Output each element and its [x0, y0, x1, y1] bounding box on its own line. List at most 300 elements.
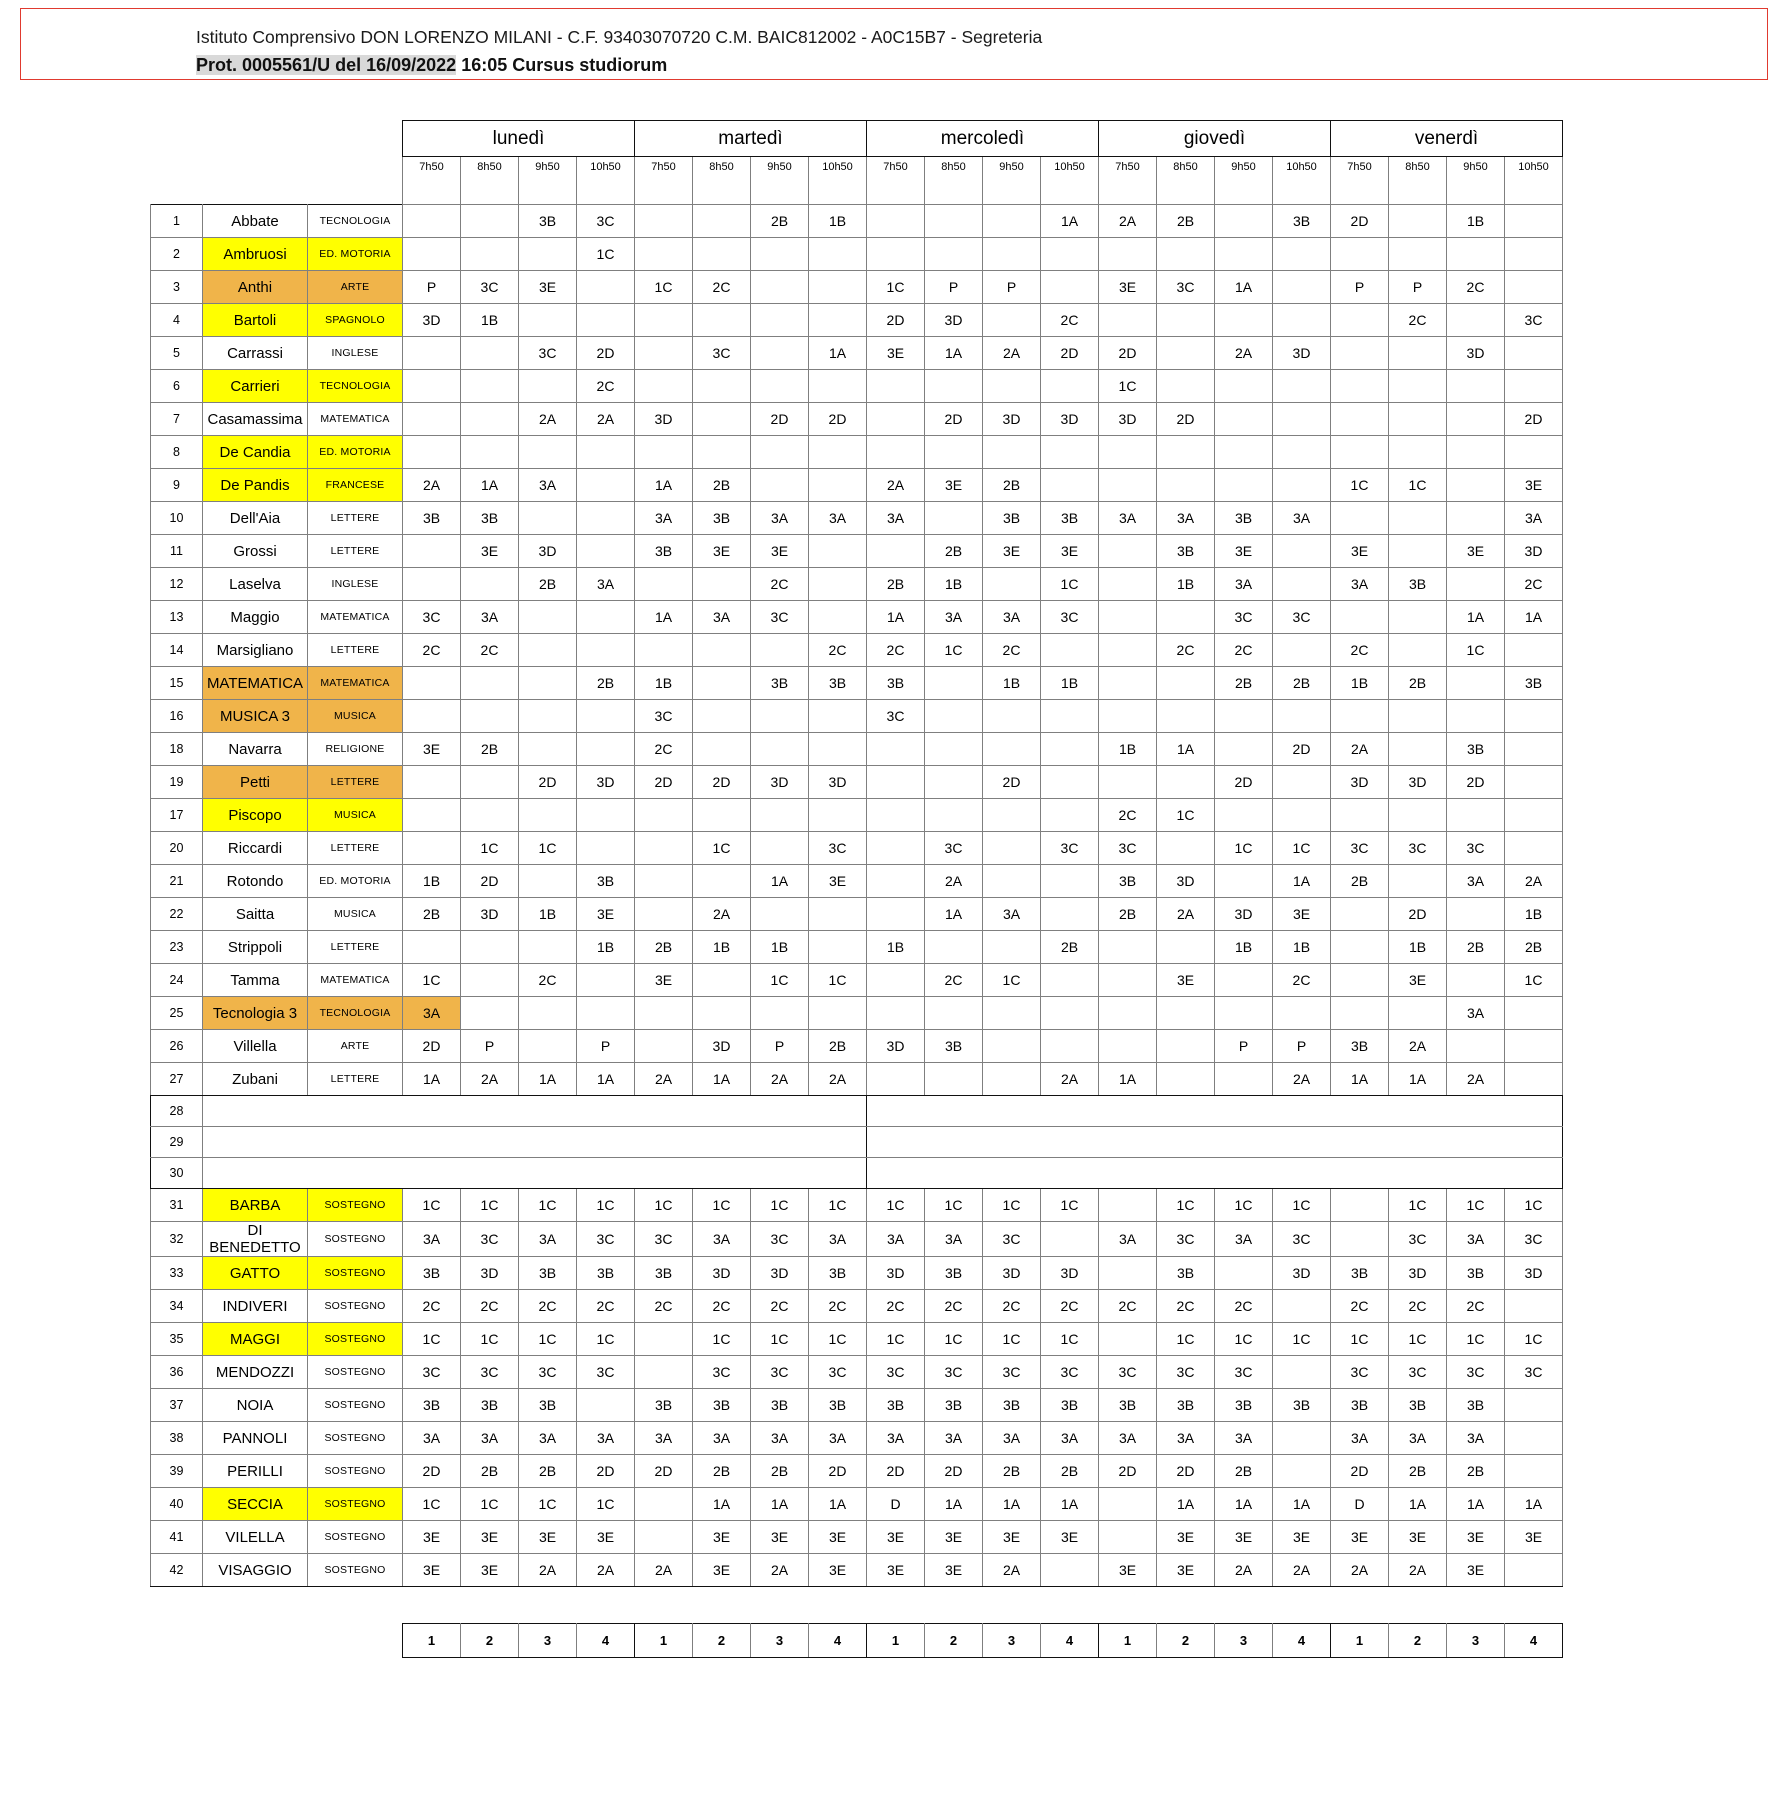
unavailable-cell [867, 799, 925, 832]
table-row [151, 997, 1563, 1030]
unavailable-cell [1273, 799, 1331, 832]
class-assignment-cell [809, 535, 867, 568]
class-assignment-cell [809, 700, 867, 733]
class-assignment-cell: 1C [693, 832, 751, 865]
footer-slot-index: 1 [403, 1624, 461, 1658]
class-assignment-cell: 1C [809, 1323, 867, 1356]
class-assignment-cell: 1A [1273, 1488, 1331, 1521]
class-assignment-cell: 3B [693, 502, 751, 535]
class-assignment-cell: 2D [577, 337, 635, 370]
unavailable-cell [1041, 436, 1099, 469]
class-assignment-cell: 2C [925, 1290, 983, 1323]
class-assignment-cell [1041, 469, 1099, 502]
class-assignment-cell [1099, 1521, 1157, 1554]
teacher-subject: SOSTEGNO [308, 1455, 403, 1488]
unavailable-cell [1505, 370, 1563, 403]
table-row [151, 436, 1563, 469]
class-assignment-cell [1273, 1356, 1331, 1389]
unavailable-cell [1215, 436, 1273, 469]
class-assignment-cell: 3E [461, 1521, 519, 1554]
day-header-venerdi: venerdì [1331, 121, 1563, 157]
teacher-subject: SOSTEGNO [308, 1389, 403, 1422]
teacher-subject: ED. MOTORIA [308, 238, 403, 271]
class-assignment-cell: 3C [519, 337, 577, 370]
teacher-subject: MUSICA [308, 700, 403, 733]
class-assignment-cell: 1A [693, 1063, 751, 1096]
row-number: 32 [151, 1222, 203, 1257]
class-assignment-cell: 3E [1389, 1521, 1447, 1554]
class-assignment-cell: 2A [983, 1554, 1041, 1587]
class-assignment-cell [635, 832, 693, 865]
class-assignment-cell: 2C [983, 1290, 1041, 1323]
class-assignment-cell: 3C [1505, 1356, 1563, 1389]
class-assignment-cell: 3A [635, 1422, 693, 1455]
class-assignment-cell: 3B [1041, 1389, 1099, 1422]
teacher-subject: SPAGNOLO [308, 304, 403, 337]
row-number: 12 [151, 568, 203, 601]
class-assignment-cell [577, 634, 635, 667]
class-assignment-cell: 3E [809, 1521, 867, 1554]
class-assignment-cell: 3E [925, 469, 983, 502]
unavailable-cell [1099, 469, 1157, 502]
class-assignment-cell [809, 271, 867, 304]
class-assignment-cell: 1B [403, 865, 461, 898]
class-assignment-cell: 3E [1215, 1521, 1273, 1554]
class-assignment-cell [1215, 700, 1273, 733]
class-assignment-cell [693, 964, 751, 997]
class-assignment-cell: 1A [519, 1063, 577, 1096]
class-assignment-cell [1041, 1222, 1099, 1257]
class-assignment-cell: 2A [751, 1063, 809, 1096]
class-assignment-cell: 3B [867, 667, 925, 700]
unavailable-cell [925, 799, 983, 832]
class-assignment-cell [1099, 601, 1157, 634]
class-assignment-cell: 2C [1505, 568, 1563, 601]
class-assignment-cell: 2C [1157, 1290, 1215, 1323]
teacher-name: Carrassi [203, 337, 308, 370]
row-number: 2 [151, 238, 203, 271]
class-assignment-cell: 1A [693, 1488, 751, 1521]
class-assignment-cell: P [925, 271, 983, 304]
class-assignment-cell: 3E [809, 1554, 867, 1587]
class-assignment-cell: 1C [1389, 1323, 1447, 1356]
unavailable-cell [1041, 799, 1099, 832]
class-assignment-cell: 3A [577, 1422, 635, 1455]
footer-slot-index: 4 [1041, 1624, 1099, 1658]
class-assignment-cell: 1C [1505, 1189, 1563, 1222]
class-assignment-cell: 3B [1331, 1389, 1389, 1422]
table-row [151, 1488, 1563, 1521]
class-assignment-cell [1389, 865, 1447, 898]
teacher-name: Anthi [203, 271, 308, 304]
row-number: 8 [151, 436, 203, 469]
class-assignment-cell: 3C [809, 832, 867, 865]
class-assignment-cell [1157, 931, 1215, 964]
class-assignment-cell [1041, 766, 1099, 799]
class-assignment-cell [1215, 865, 1273, 898]
class-assignment-cell: 1C [1447, 1323, 1505, 1356]
class-assignment-cell [1099, 700, 1157, 733]
teacher-subject: ARTE [308, 271, 403, 304]
class-assignment-cell [403, 832, 461, 865]
class-assignment-cell: 1C [519, 1189, 577, 1222]
class-assignment-cell: 3C [635, 1222, 693, 1257]
class-assignment-cell: 2B [461, 1455, 519, 1488]
slot-header: 8h50 [461, 157, 519, 205]
class-assignment-cell: 3E [925, 1521, 983, 1554]
row-number: 14 [151, 634, 203, 667]
class-assignment-cell [1157, 766, 1215, 799]
class-assignment-cell: 3A [519, 469, 577, 502]
class-assignment-cell: 3A [403, 1422, 461, 1455]
class-assignment-cell: 3D [1157, 865, 1215, 898]
class-assignment-cell: 2C [1215, 1290, 1273, 1323]
class-assignment-cell: 1C [1505, 1323, 1563, 1356]
class-assignment-cell: 2C [1389, 1290, 1447, 1323]
slot-header: 10h50 [1505, 157, 1563, 205]
class-assignment-cell [461, 238, 519, 271]
class-assignment-cell: 2D [635, 766, 693, 799]
class-assignment-cell: 3E [403, 733, 461, 766]
teacher-subject: MATEMATICA [308, 403, 403, 436]
corner-blank [308, 157, 403, 205]
class-assignment-cell: 3B [1331, 1257, 1389, 1290]
class-assignment-cell: 3A [867, 1422, 925, 1455]
class-assignment-cell: 2C [1273, 964, 1331, 997]
class-assignment-cell [519, 238, 577, 271]
class-assignment-cell [693, 205, 751, 238]
class-assignment-cell: 3B [1389, 1389, 1447, 1422]
class-assignment-cell: 3B [635, 1257, 693, 1290]
row-number: 19 [151, 766, 203, 799]
class-assignment-cell: 2D [1215, 766, 1273, 799]
class-assignment-cell: 1C [1041, 1323, 1099, 1356]
class-assignment-cell: 2C [403, 1290, 461, 1323]
slot-header: 8h50 [1389, 157, 1447, 205]
class-assignment-cell [751, 832, 809, 865]
class-assignment-cell: 3A [983, 1422, 1041, 1455]
teacher-name: GATTO [203, 1257, 308, 1290]
teacher-name: Bartoli [203, 304, 308, 337]
unavailable-cell [1099, 304, 1157, 337]
table-row [151, 469, 1563, 502]
unavailable-cell [1505, 436, 1563, 469]
class-assignment-cell: 3D [461, 1257, 519, 1290]
class-assignment-cell: 3B [1505, 667, 1563, 700]
class-assignment-cell: 2C [519, 964, 577, 997]
class-assignment-cell [1273, 1422, 1331, 1455]
row-number: 18 [151, 733, 203, 766]
class-assignment-cell: 1B [1215, 931, 1273, 964]
teacher-name: MENDOZZI [203, 1356, 308, 1389]
class-assignment-cell: 2C [1331, 1290, 1389, 1323]
class-assignment-cell: 3E [809, 865, 867, 898]
class-assignment-cell: 2C [1331, 634, 1389, 667]
class-assignment-cell: 1A [809, 1488, 867, 1521]
teacher-subject: SOSTEGNO [308, 1488, 403, 1521]
class-assignment-cell [519, 370, 577, 403]
class-assignment-cell [925, 997, 983, 1030]
unavailable-cell [925, 238, 983, 271]
class-assignment-cell: 2D [1331, 205, 1389, 238]
class-assignment-cell: 3B [1447, 733, 1505, 766]
class-assignment-cell [693, 700, 751, 733]
class-assignment-cell: 1B [1273, 931, 1331, 964]
class-assignment-cell: 3C [1215, 601, 1273, 634]
class-assignment-cell: 1A [1447, 601, 1505, 634]
class-assignment-cell [1331, 304, 1389, 337]
unavailable-cell [1447, 370, 1505, 403]
class-assignment-cell: 1C [1215, 832, 1273, 865]
class-assignment-cell [577, 535, 635, 568]
class-assignment-cell: 3C [461, 271, 519, 304]
class-assignment-cell: 3C [925, 1356, 983, 1389]
class-assignment-cell: 3B [1099, 1389, 1157, 1422]
class-assignment-cell: 3C [809, 1356, 867, 1389]
footer-slot-index: 1 [1099, 1624, 1157, 1658]
class-assignment-cell: 3D [1099, 403, 1157, 436]
class-assignment-cell: 2C [1157, 634, 1215, 667]
empty-span [203, 1127, 867, 1158]
teacher-name: SECCIA [203, 1488, 308, 1521]
class-assignment-cell: 3D [519, 535, 577, 568]
class-assignment-cell: 3A [461, 1422, 519, 1455]
unavailable-cell [1389, 436, 1447, 469]
row-number: 26 [151, 1030, 203, 1063]
class-assignment-cell [1505, 832, 1563, 865]
table-row [151, 1554, 1563, 1587]
class-assignment-cell: 2B [1389, 667, 1447, 700]
class-assignment-cell [577, 700, 635, 733]
unavailable-cell [403, 370, 461, 403]
class-assignment-cell: 1C [1389, 469, 1447, 502]
unavailable-cell [809, 304, 867, 337]
teacher-subject: SOSTEGNO [308, 1323, 403, 1356]
class-assignment-cell [403, 700, 461, 733]
class-assignment-cell [519, 601, 577, 634]
class-assignment-cell: 1C [1273, 1189, 1331, 1222]
slot-header: 7h50 [867, 157, 925, 205]
class-assignment-cell [577, 469, 635, 502]
row-number: 5 [151, 337, 203, 370]
unavailable-cell [1157, 436, 1215, 469]
class-assignment-cell: 3E [635, 964, 693, 997]
class-assignment-cell [403, 205, 461, 238]
teacher-subject: LETTERE [308, 502, 403, 535]
class-assignment-cell: 2D [693, 766, 751, 799]
class-assignment-cell: 1B [1447, 205, 1505, 238]
class-assignment-cell: 2D [1041, 337, 1099, 370]
empty-span [867, 1158, 1563, 1189]
unavailable-cell [1041, 238, 1099, 271]
class-assignment-cell: 1C [867, 1189, 925, 1222]
footer-slot-index: 1 [635, 1624, 693, 1658]
class-assignment-cell [1447, 964, 1505, 997]
protocol-number: Prot. 0005561/U del 16/09/2022 [196, 55, 457, 75]
class-assignment-cell [577, 271, 635, 304]
class-assignment-cell [1041, 271, 1099, 304]
class-assignment-cell: 2B [519, 568, 577, 601]
class-assignment-cell [1273, 766, 1331, 799]
teacher-name: INDIVERI [203, 1290, 308, 1323]
class-assignment-cell: 2D [1331, 1455, 1389, 1488]
teacher-name: Casamassima [203, 403, 308, 436]
class-assignment-cell [983, 865, 1041, 898]
class-assignment-cell [403, 238, 461, 271]
class-assignment-cell: 2C [635, 1290, 693, 1323]
class-assignment-cell [751, 733, 809, 766]
class-assignment-cell [1331, 337, 1389, 370]
class-assignment-cell: 1C [1505, 964, 1563, 997]
row-number: 23 [151, 931, 203, 964]
row-number: 20 [151, 832, 203, 865]
class-assignment-cell: 1C [519, 1323, 577, 1356]
class-assignment-cell: 1C [751, 1323, 809, 1356]
class-assignment-cell: 2B [925, 535, 983, 568]
class-assignment-cell: 3C [403, 1356, 461, 1389]
class-assignment-cell [983, 832, 1041, 865]
class-assignment-cell: 3B [403, 1389, 461, 1422]
slot-header: 10h50 [809, 157, 867, 205]
class-assignment-cell: 2D [1099, 337, 1157, 370]
row-number: 21 [151, 865, 203, 898]
class-assignment-cell: 3B [1389, 568, 1447, 601]
table-row [151, 535, 1563, 568]
class-assignment-cell: 1A [1447, 1488, 1505, 1521]
class-assignment-cell: 1A [867, 601, 925, 634]
unavailable-cell [809, 238, 867, 271]
class-assignment-cell [1157, 1063, 1215, 1096]
class-assignment-cell [1447, 898, 1505, 931]
class-assignment-cell: 3E [403, 1554, 461, 1587]
class-assignment-cell: 3E [403, 1521, 461, 1554]
class-assignment-cell: 3E [925, 1554, 983, 1587]
class-assignment-cell: 3D [983, 1257, 1041, 1290]
class-assignment-cell: 2D [1157, 403, 1215, 436]
class-assignment-cell: 1B [867, 931, 925, 964]
slot-header: 9h50 [519, 157, 577, 205]
class-assignment-cell: 3A [577, 568, 635, 601]
class-assignment-cell [1099, 766, 1157, 799]
class-assignment-cell: 3D [1041, 1257, 1099, 1290]
class-assignment-cell [1389, 535, 1447, 568]
class-assignment-cell [1447, 469, 1505, 502]
class-assignment-cell: 2D [1447, 766, 1505, 799]
class-assignment-cell [693, 733, 751, 766]
class-assignment-cell [1273, 700, 1331, 733]
unavailable-cell [519, 799, 577, 832]
class-assignment-cell: 1C [1273, 1323, 1331, 1356]
teacher-name: Abbate [203, 205, 308, 238]
class-assignment-cell: 2D [461, 865, 519, 898]
unavailable-cell [1099, 436, 1157, 469]
class-assignment-cell: 3C [1215, 1356, 1273, 1389]
class-assignment-cell: 2B [1389, 1455, 1447, 1488]
class-assignment-cell [635, 205, 693, 238]
class-assignment-cell: 1B [925, 568, 983, 601]
teacher-name: MUSICA 3 [203, 700, 308, 733]
row-number: 28 [151, 1096, 203, 1127]
teacher-name: De Pandis [203, 469, 308, 502]
class-assignment-cell: 3D [751, 1257, 809, 1290]
row-number: 33 [151, 1257, 203, 1290]
footer-slot-index: 3 [1215, 1624, 1273, 1658]
unavailable-cell [1215, 469, 1273, 502]
teacher-name: NOIA [203, 1389, 308, 1422]
class-assignment-cell [519, 997, 577, 1030]
class-assignment-cell [1389, 601, 1447, 634]
class-assignment-cell: 1C [577, 238, 635, 271]
class-assignment-cell [751, 469, 809, 502]
class-assignment-cell [867, 1063, 925, 1096]
class-assignment-cell [1215, 1063, 1273, 1096]
class-assignment-cell [461, 667, 519, 700]
class-assignment-cell: 1C [983, 1323, 1041, 1356]
unavailable-cell [635, 799, 693, 832]
row-number: 38 [151, 1422, 203, 1455]
class-assignment-cell: 3D [1331, 766, 1389, 799]
class-assignment-cell [983, 1063, 1041, 1096]
class-assignment-cell [809, 997, 867, 1030]
class-assignment-cell: 3A [1331, 568, 1389, 601]
class-assignment-cell: 2C [925, 964, 983, 997]
class-assignment-cell [519, 667, 577, 700]
unavailable-cell [751, 436, 809, 469]
class-assignment-cell [519, 1030, 577, 1063]
footer-slot-index: 2 [1389, 1624, 1447, 1658]
class-assignment-cell: 1C [925, 634, 983, 667]
class-assignment-cell: 1C [577, 1488, 635, 1521]
teacher-subject: MUSICA [308, 799, 403, 832]
teacher-name: Strippoli [203, 931, 308, 964]
row-number: 10 [151, 502, 203, 535]
class-assignment-cell [635, 568, 693, 601]
class-assignment-cell: 3A [983, 601, 1041, 634]
class-assignment-cell [1331, 931, 1389, 964]
class-assignment-cell [1331, 964, 1389, 997]
footer-slot-index: 4 [809, 1624, 867, 1658]
class-assignment-cell: 3C [461, 1356, 519, 1389]
class-assignment-cell: 2D [867, 1455, 925, 1488]
class-assignment-cell [403, 931, 461, 964]
class-assignment-cell: 3B [983, 1389, 1041, 1422]
slot-header: 7h50 [403, 157, 461, 205]
class-assignment-cell [1389, 205, 1447, 238]
class-assignment-cell: D [867, 1488, 925, 1521]
class-assignment-cell: 1C [1447, 1189, 1505, 1222]
class-assignment-cell [1099, 1030, 1157, 1063]
class-assignment-cell: 1B [1331, 667, 1389, 700]
class-assignment-cell [1505, 700, 1563, 733]
class-assignment-cell: 2B [809, 1030, 867, 1063]
class-assignment-cell: 3B [751, 1389, 809, 1422]
class-assignment-cell [1099, 1189, 1157, 1222]
class-assignment-cell [635, 865, 693, 898]
table-row [151, 1356, 1563, 1389]
corner-blank [203, 121, 308, 157]
class-assignment-cell: 1A [925, 898, 983, 931]
class-assignment-cell: 3B [751, 667, 809, 700]
class-assignment-cell: 3E [1157, 1521, 1215, 1554]
class-assignment-cell: 2C [693, 271, 751, 304]
class-assignment-cell [1273, 1455, 1331, 1488]
class-assignment-cell: 1C [867, 1323, 925, 1356]
slot-header: 9h50 [1447, 157, 1505, 205]
table-row [151, 733, 1563, 766]
timetable-container [0, 120, 1788, 1658]
class-assignment-cell: 3D [867, 1257, 925, 1290]
unavailable-cell [1099, 238, 1157, 271]
